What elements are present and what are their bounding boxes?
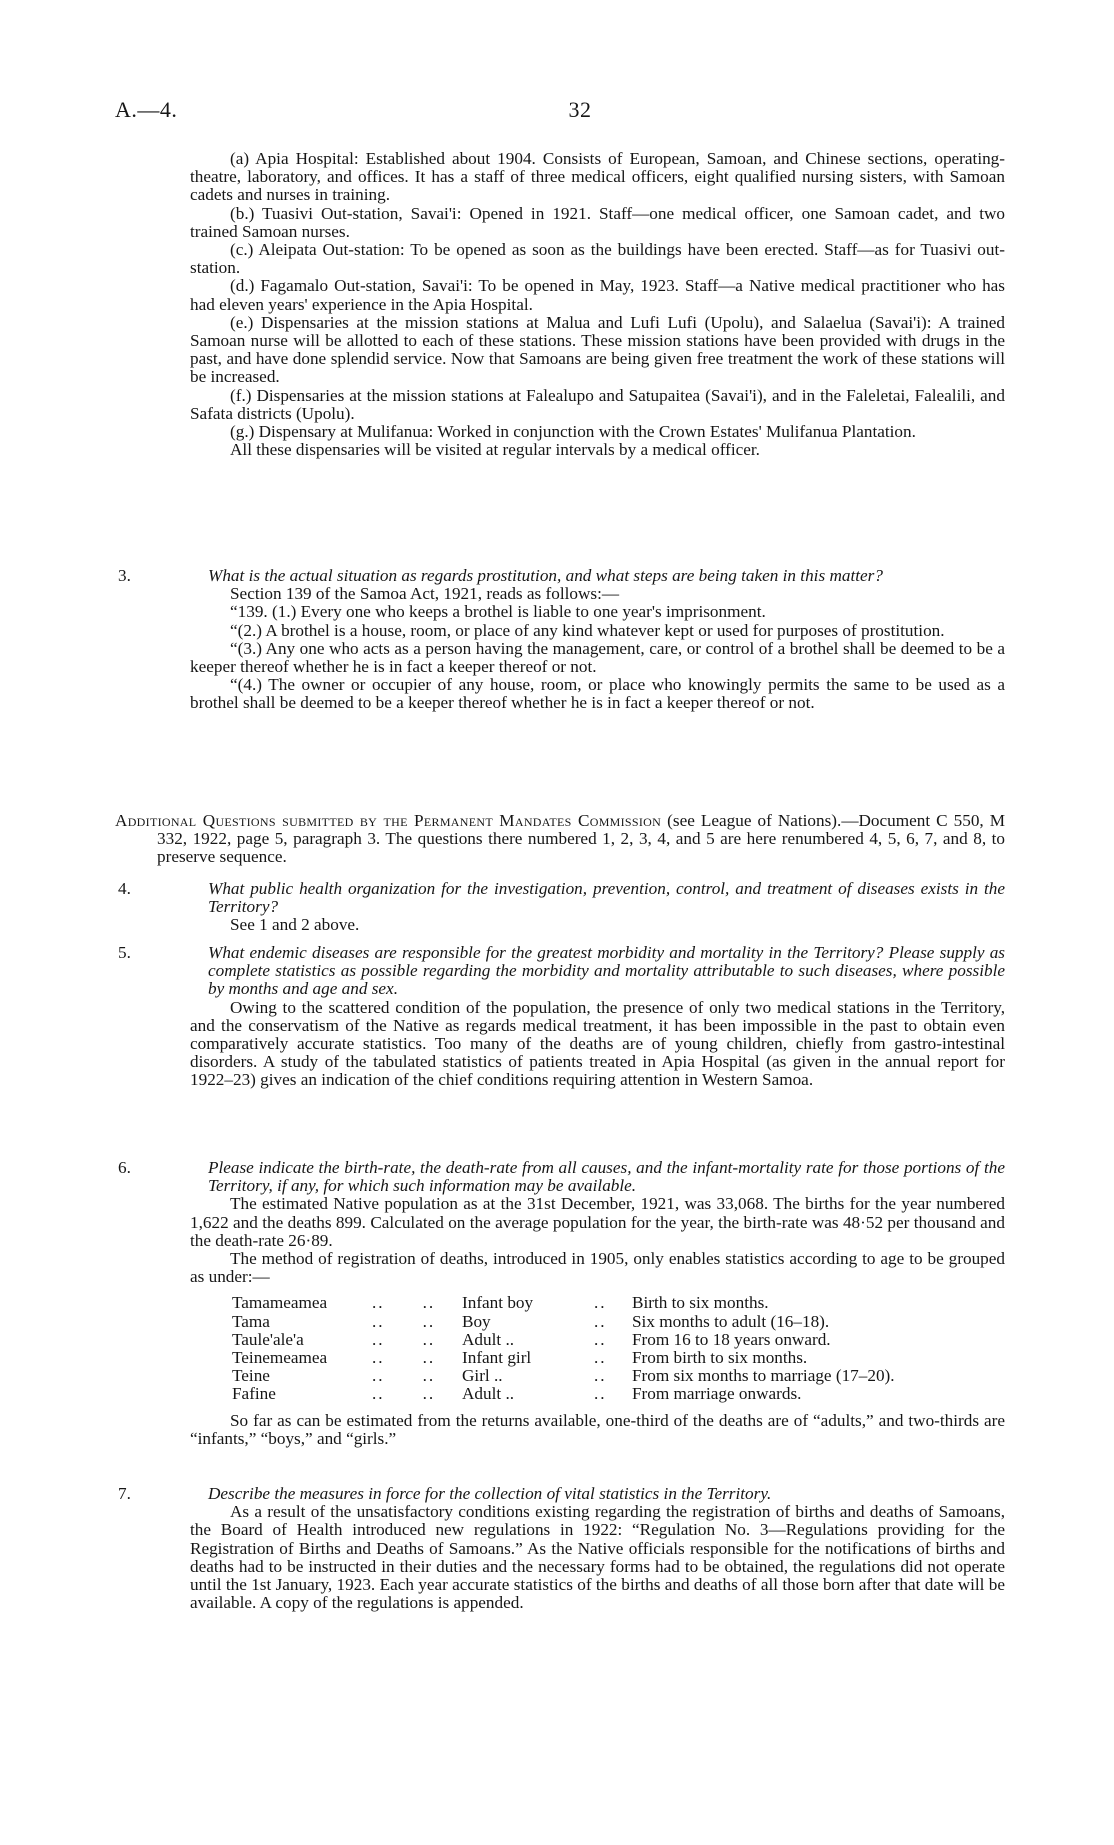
question-6-section	[118, 1158, 1005, 1448]
leader-dots: ..	[422, 1293, 436, 1313]
tuasivi-paragraph: (b.) Tuasivi Out-station, Savai'i: Opened in 1921. Staff—one medical officer, one Samoan cadet, and two trained Samoan nurses.	[190, 203, 1005, 241]
age-group-range: Six months to adult (16–18).	[632, 1311, 830, 1331]
page-reference: A.—4.	[115, 97, 178, 122]
age-group-row	[232, 1367, 895, 1385]
question-7-section	[118, 1484, 1005, 1613]
question-7-number: 7.	[118, 1484, 131, 1503]
age-group-category: Infant girl	[462, 1348, 532, 1368]
question-3	[118, 566, 1005, 585]
leader-dots: ..	[422, 1384, 436, 1404]
question-4-section	[118, 879, 1005, 935]
age-group-row	[232, 1313, 895, 1331]
additional-questions-paragraph	[115, 812, 1005, 867]
age-groups-table	[232, 1294, 895, 1403]
age-group-category: Girl ..	[462, 1366, 503, 1386]
population-paragraph: The estimated Native population as at the 31st December, 1921, was 33,068. The births for the year numbered 1,622 and the deaths 899. Calculated on the average population for the year, the birth-rate was 48·52 per thousand and the death-rate 26·89.	[190, 1194, 1005, 1250]
leader-dots: ..	[594, 1329, 607, 1349]
leader-dots: ..	[594, 1348, 607, 1368]
question-5-text: What endemic diseases are responsible for the greatest morbidity and mortality in the Territory? Please supply as complete statistics as possible regarding the morbidity and mortality attributable to such diseases, where possible by months and age and sex.	[208, 943, 1005, 999]
section-139-3: “(3.) Any one who acts as a person having the management, care, or control of a brothel shall be deemed to be a keeper thereof whether he is in fact a keeper thereof or not.	[190, 638, 1005, 677]
leader-dots: ..	[422, 1311, 436, 1331]
leader-dots	[372, 1313, 462, 1331]
leader-dots: ..	[422, 1366, 436, 1386]
apia-hospital-text: Established about 1904. Consists of European, Samoan, and Chinese sections, operating-theatre, laboratory, and offices. It has a staff of three medical officers, eight qualified nursing sisters, with Samoan cadets and nurses in training.	[190, 149, 1006, 205]
additional-questions-heading: Additional Questions submitted by the Permanent Mandates Commission	[115, 811, 662, 830]
leader-dots: ..	[372, 1311, 385, 1331]
leader-dots: ..	[594, 1311, 607, 1331]
question-5-answer: Owing to the scattered condition of the population, the presence of only two medical stations in the Territory, and the conservatism of the Native as regards medical treatment, it has been impossible in the past to obtain even comparatively accurate statistics. Too many of the deaths are of young children, chiefly from gastro-intestinal disorders. A study of the tabulated statistics of patients treated in Apia Hospital (as given in the annual report for 1922–23) gives an indication of the chief conditions requiring attention in Western Samoa.	[190, 997, 1005, 1090]
question-4-number: 4.	[118, 879, 131, 898]
question-6-text: Please indicate the birth-rate, the death-rate from all causes, and the infant-mortality rate for those portions of the Territory, if any, for which such information may be available.	[208, 1158, 1005, 1196]
question-3-number: 3.	[118, 566, 131, 585]
question-7	[118, 1484, 1005, 1503]
age-group-range: From birth to six months.	[632, 1348, 808, 1368]
malua-dispensaries-paragraph: (e.) Dispensaries at the mission stations at Malua and Lufi Lufi (Upolu), and Salaelua (Savai'i): A trained Samoan nurse will be allotted to each of these stations. These mission stations have been provided with drugs in the past, and have done splendid service. Now that Samoans are being given free treatment the work of these stations will be increased.	[190, 312, 1005, 387]
aleipata-paragraph: (c.) Aleipata Out-station: To be opened as soon as the buildings have been erected. Staff—as for Tuasivi out-station.	[190, 240, 1005, 278]
question-5-section	[118, 943, 1005, 1090]
age-group-range: From 16 to 18 years onward.	[632, 1329, 831, 1349]
apia-hospital-label: (a) Apia Hospital:	[230, 149, 359, 168]
samoa-act-intro: Section 139 of the Samoa Act, 1921, reads as follows:—	[230, 584, 620, 604]
age-group-term: Teinemeamea	[232, 1348, 328, 1368]
medical-staff-section	[190, 150, 1005, 459]
question-4	[118, 879, 1005, 917]
age-group-range: From marriage onwards.	[632, 1384, 802, 1404]
apia-hospital-paragraph	[190, 150, 1005, 205]
age-groups-body	[232, 1294, 895, 1403]
leader-dots	[372, 1331, 462, 1349]
age-group-term: Teine	[232, 1366, 270, 1386]
age-group-category: Adult ..	[462, 1329, 515, 1349]
leader-dots: ..	[372, 1348, 385, 1368]
leader-dots: ..	[372, 1329, 385, 1349]
age-group-term: Tamameamea	[232, 1293, 328, 1313]
question-5-number: 5.	[118, 943, 131, 962]
leader-dots: ..	[372, 1293, 385, 1313]
additional-questions-section	[115, 812, 1005, 867]
question-3-section	[118, 566, 1005, 713]
question-7-text: Describe the measures in force for the collection of vital statistics in the Territory.	[208, 1484, 772, 1503]
age-group-term: Taule'ale'a	[232, 1329, 304, 1349]
question-4-answer: See 1 and 2 above.	[230, 915, 360, 935]
mulifanua-paragraph: (g.) Dispensary at Mulifanua: Worked in conjunction with the Crown Estates' Mulifanua Plantation.	[230, 422, 916, 442]
leader-dots	[372, 1367, 462, 1385]
question-3-text: What is the actual situation as regards prostitution, and what steps are being taken in this matter?	[208, 566, 883, 585]
leader-dots: ..	[594, 1366, 607, 1386]
fagamalo-paragraph: (d.) Fagamalo Out-station, Savai'i: To be opened in May, 1923. Staff—a Native medical practitioner who has had eleven years' experience in the Apia Hospital.	[190, 276, 1005, 314]
falealupo-dispensaries-paragraph: (f.) Dispensaries at the mission stations at Falealupo and Satupaitea (Savai'i), and in the Faleletai, Falealili, and Safata districts (Upolu).	[190, 385, 1005, 423]
estimate-paragraph: So far as can be estimated from the returns available, one-third of the deaths are of “adults,” and two-thirds are “infants,” “boys,” and “girls.”	[190, 1410, 1005, 1448]
question-5	[118, 943, 1005, 999]
leader-dots	[372, 1294, 462, 1312]
age-group-row	[232, 1294, 895, 1312]
leader-dots: ..	[372, 1384, 385, 1404]
registration-method-paragraph: The method of registration of deaths, introduced in 1905, only enables statistics according to age to be grouped as under:—	[190, 1249, 1005, 1287]
age-group-category: Boy	[462, 1311, 491, 1331]
leader-dots: ..	[594, 1293, 607, 1313]
section-139-4: “(4.) The owner or occupier of any house, room, or place who knowingly permits the same to be used as a brothel shall be deemed to be a keeper thereof whether he is in fact a keeper thereof or not.	[190, 675, 1005, 713]
section-139-2: “(2.) A brothel is a house, room, or place of any kind whatever kept or used for purposes of prostitution.	[230, 620, 945, 640]
section-139-1: “139. (1.) Every one who keeps a brothel is liable to one year's imprisonment.	[230, 602, 766, 622]
question-7-answer: As a result of the unsatisfactory conditions existing regarding the registration of births and deaths of Samoans, the Board of Health introduced new regulations in 1922: “Regulation No. 3—Regulations providing for the Registration of Births and Deaths of Samoans.” As the Native officials responsible for the notifications of births and deaths had to be instructed in their duties and the necessary forms had to be obtained, the regulations did not operate until the 1st January, 1923. Each year accurate statistics of the births and deaths of all those born after that date will be available. A copy of the regulations is appended.	[190, 1502, 1005, 1613]
question-4-text: What public health organization for the investigation, prevention, control, and treatment of diseases exists in the Territory?	[208, 879, 1005, 917]
leader-dots: ..	[422, 1348, 436, 1368]
age-group-category: Infant boy	[462, 1293, 534, 1313]
additional-questions-text: (see League of Nations).—Document C 550, M 332, 1922, page 5, paragraph 3. The questions there numbered 1, 2, 3, 4, and 5 are here renumbered 4, 5, 6, 7, and 8, to preserve sequence.	[157, 811, 1006, 867]
age-group-row	[232, 1349, 895, 1367]
age-group-term: Tama	[232, 1311, 270, 1331]
leader-dots: ..	[422, 1329, 436, 1349]
leader-dots: ..	[594, 1384, 607, 1404]
visited-paragraph: All these dispensaries will be visited at regular intervals by a medical officer.	[230, 440, 760, 460]
leader-dots	[372, 1349, 462, 1367]
leader-dots	[372, 1385, 462, 1403]
question-6-number: 6.	[118, 1158, 131, 1177]
age-group-row	[232, 1385, 895, 1403]
age-group-range: Birth to six months.	[632, 1293, 769, 1313]
page-number: 32	[568, 97, 592, 122]
age-group-row	[232, 1331, 895, 1349]
age-group-term: Fafine	[232, 1384, 276, 1404]
question-6	[118, 1158, 1005, 1196]
age-group-category: Adult ..	[462, 1384, 515, 1404]
age-group-range: From six months to marriage (17–20).	[632, 1366, 895, 1386]
leader-dots: ..	[372, 1366, 385, 1386]
